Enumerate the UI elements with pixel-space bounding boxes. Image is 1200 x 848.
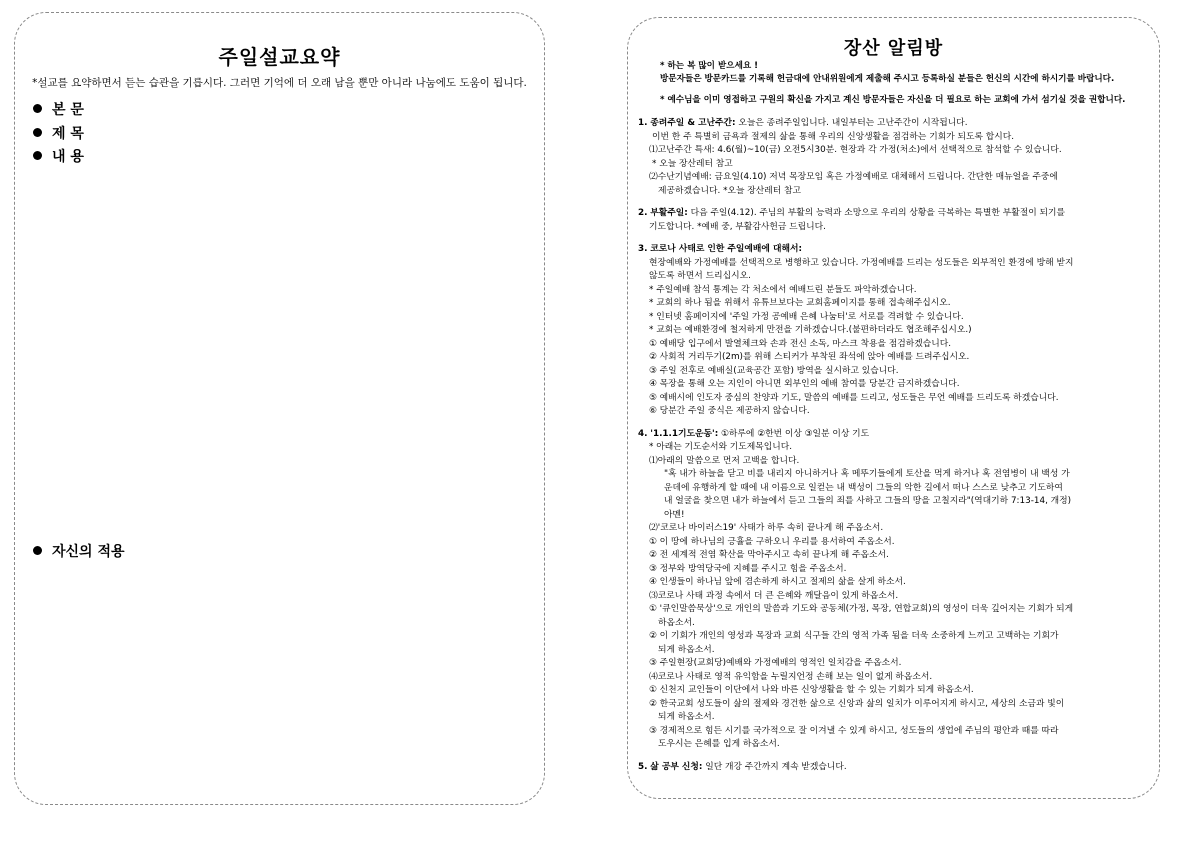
announcement-line: * 교회는 예배환경에 철저하게 만전을 기하겠습니다.(불편하더라도 협조해주십시오.) — [649, 325, 972, 335]
announcement-line: ① '큐인말씀묵상'으로 개인의 말씀과 기도와 공동체(가정, 목장, 연합교회)의 영성이 더욱 깊어지는 기회가 되게 — [649, 604, 1074, 614]
announcement-item — [638, 761, 1156, 775]
bullet-dot-icon — [33, 128, 42, 137]
announcement-line: ③ 경제적으로 힘든 시기를 국가적으로 잘 이겨낼 수 있게 하시고, 성도들의 생업에 주님의 평안과 때를 따라 — [649, 725, 1059, 736]
announcement-line: ④ 인생들이 하나님 앞에 겸손하게 하시고 절제의 삶을 살게 하소서. — [649, 577, 906, 587]
announcement-line: ⑶코로나 사태 과정 속에서 더 큰 은혜와 깨달음이 있게 하옵소서. — [649, 590, 899, 601]
announcement-line: ③ 주일 전후로 예배실(교육공간 포함) 방역을 실시하고 있습니다. — [649, 365, 899, 376]
announcement-heading-text: 다음 주일(4.12). 주님의 부활의 능력과 소망으로 우리의 상황을 극복하는 특별한 부활절이 되기를 — [687, 208, 1066, 218]
sermon-summary-instruction: *설교를 요약하면서 듣는 습관을 기릅시다. 그러면 기억에 더 오래 남을 뿐만 아니라 나눔에도 도움이 됩니다. — [32, 77, 527, 89]
announcement-line: 현장예배와 가정예배를 선택적으로 병행하고 있습니다. 가정예배를 드리는 성도들은 외부적인 환경에 방해 받지 — [649, 257, 1074, 268]
announcement-line: 않도록 하면서 드리십시오. — [649, 271, 751, 281]
bullet-application — [33, 541, 125, 561]
visitor-notice — [648, 60, 1148, 107]
announcement-line: ② 한국교회 성도들이 삶의 절제와 경건한 삶으로 신앙과 삶의 일치가 이루어지게 하시고, 세상의 소금과 빛이 — [649, 698, 1065, 709]
announcement-heading-text: 오늘은 종려주일입니다. 내일부터는 고난주간이 시작됩니다. — [735, 118, 968, 128]
announcement-item — [638, 243, 1156, 419]
bullet-label: 자신의 적용 — [52, 544, 125, 560]
bullet-label: 내 용 — [52, 149, 84, 165]
announcement-line: ④ 목장을 통해 오는 지인이 아니면 외부인의 예배 참여를 당분간 금지하겠습니다. — [649, 379, 960, 389]
announcement-title-text: 부활주일: — [650, 208, 688, 218]
notice-visitor-advice: * 예수님을 이미 영접하고 구원의 확신을 가지고 계신 방문자들은 자신을 더 필요로 하는 교회에 가서 섬기실 것을 권합니다. — [660, 95, 1126, 105]
bullet-dot-icon — [33, 104, 42, 113]
bullet-label: 본 문 — [52, 102, 84, 118]
announcement-line: ③ 주일현장(교회당)예배와 가정예배의 영적인 일치감을 주옵소서. — [649, 658, 902, 668]
announcement-line: * 아래는 기도순서와 기도제목입니다. — [649, 442, 793, 452]
announcement-line: 아멘! — [664, 509, 685, 520]
announcement-panel — [627, 17, 1160, 799]
announcement-line: ⑥ 당분간 주일 중식은 제공하지 않습니다. — [649, 406, 810, 416]
announcement-heading — [638, 243, 1156, 257]
announcement-line: 운데에 유행하게 할 때에 내 이름으로 일컫는 내 백성이 그들의 악한 길에서 떠나 스스로 낮추고 기도하여 — [664, 482, 1063, 493]
notice-greeting: * 하는 복 많이 받으세요 ! — [660, 61, 759, 71]
announcement-line: ② 전 세계적 전염 확산을 막아주시고 속히 끝나게 해 주옵소서. — [649, 550, 889, 560]
announcement-line: ③ 정부와 방역당국에 지혜를 주시고 힘을 주옵소서. — [649, 563, 847, 574]
announcement-line: ⑴아래의 말씀으로 먼저 고백을 합니다. — [649, 455, 800, 466]
announcement-title: 장산 알림방 — [843, 38, 944, 59]
bullet-content — [33, 146, 84, 166]
sermon-summary-title: 주일설교요약 — [218, 45, 341, 69]
sermon-summary-panel — [14, 12, 545, 805]
announcement-line: 되게 하옵소서. — [658, 644, 715, 655]
announcement-line: 도우시는 은혜를 입게 하옵소서. — [658, 739, 780, 749]
announcement-item — [638, 428, 1156, 752]
announcement-line: * 인터넷 홈페이지에 '주일 가정 공예배 은혜 나눔터'로 서로를 격려할 수 있습니다. — [649, 311, 964, 322]
announcement-list — [638, 117, 1156, 783]
announcement-line: 제공하겠습니다. *오늘 장산레터 참고 — [658, 185, 802, 196]
announcement-line: "혹 내가 하늘을 닫고 비를 내리지 아니하거나 혹 메뚜기들에게 토산을 먹게 하거나 혹 전염병이 내 백성 가 — [664, 469, 1070, 479]
announcement-title-text: 삶 공부 신청: — [650, 761, 703, 772]
announcement-line: * 오늘 장산레터 참고 — [652, 158, 733, 169]
announcement-line: ⑷코로나 사태로 영적 유익함을 누릴지언정 손해 보는 일이 없게 하옵소서. — [649, 671, 933, 682]
announcement-line: ⑤ 예배시에 인도자 중심의 찬양과 기도, 말씀의 예배를 드리고, 성도들은 무언 예배를 드리도록 하겠습니다. — [649, 392, 1059, 403]
announcement-number: 1. — [638, 118, 648, 128]
announcement-line: ⑴고난주간 특새: 4.6(월)~10(금) 오전5시30분. 현장과 각 가정(처소)에서 선택적으로 참석할 수 있습니다. — [649, 145, 1062, 155]
announcement-line: ⑵수난기념예배: 금요일(4.10) 저녁 목장모임 혹은 가정예배로 대체해서 드립니다. 간단한 매뉴얼을 주중에 — [649, 172, 1058, 182]
announcement-heading — [638, 117, 1156, 131]
announcement-line: ① 예배당 입구에서 발열체크와 손과 전신 소독, 마스크 착용을 점검하겠습니다. — [649, 338, 952, 349]
bullet-scripture — [33, 99, 84, 119]
announcement-number: 3. — [638, 244, 648, 254]
announcement-line: 기도합니다. *예배 중, 부활감사헌금 드립니다. — [649, 221, 826, 232]
announcement-line: * 주일예배 참석 통계는 각 처소에서 예배드린 분들도 파악하겠습니다. — [649, 284, 917, 295]
bullet-label: 제 목 — [52, 126, 84, 142]
announcement-line: ② 이 기회가 개인의 영성과 목장과 교회 식구들 간의 영적 가족 됨을 더욱 소중하게 느끼고 고백하는 기회가 — [649, 631, 1059, 641]
announcement-heading-text: ①하루에 ②한번 이상 ③일분 이상 기도 — [718, 428, 870, 439]
announcement-line: 내 얼굴을 찾으면 내가 하늘에서 듣고 그들의 죄를 사하고 그들의 땅을 고칠지라"(역대기하 7:13-14, 개정) — [664, 496, 1072, 506]
announcement-title-text: '1.1.1기도운동': — [650, 428, 719, 439]
announcement-heading-text: 일단 개강 주간까지 계속 받겠습니다. — [702, 761, 847, 772]
announcement-line: ⑵'코로나 바이러스19' 사태가 하루 속히 끝나게 해 주옵소서. — [649, 523, 884, 533]
announcement-line: ① 신천지 교인들이 이단에서 나와 바른 신앙생활을 할 수 있는 기회가 되게 하옵소서. — [649, 685, 974, 695]
notice-visitor-card: 방문자들은 방문카드를 기록해 헌금대에 안내위원에게 제출해 주시고 등록하실 분들은 헌신의 시간에 하시기를 바랍니다. — [660, 74, 1115, 84]
announcement-line: * 교회의 하나 됨을 위해서 유튜브보다는 교회홈페이지를 통해 접속해주십시오. — [649, 298, 951, 308]
announcement-line: 이번 한 주 특별히 금욕과 절제의 삶을 통해 우리의 신앙생활을 점검하는 기회가 되도록 합시다. — [652, 131, 1015, 142]
announcement-title-text: 종려주일 & 고난주간: — [650, 118, 736, 128]
announcement-title-text: 코로나 사태로 인한 주일예배에 대해서: — [650, 244, 802, 254]
announcement-item — [638, 207, 1156, 234]
bullet-dot-icon — [33, 546, 42, 555]
announcement-number: 2. — [638, 208, 648, 218]
bullet-dot-icon — [33, 151, 42, 160]
announcement-line: ② 사회적 거리두기(2m)를 위해 스티커가 부착된 좌석에 앉아 예배를 드려주십시오. — [649, 352, 970, 362]
announcement-number: 4. — [638, 428, 648, 439]
announcement-heading — [638, 761, 1156, 775]
announcement-line: 하옵소서. — [658, 617, 695, 628]
announcement-line: ① 이 땅에 하나님의 긍휼을 구하오니 우리를 용서하여 주옵소서. — [649, 536, 895, 547]
bullet-sermon-title — [33, 123, 84, 143]
announcement-number: 5. — [638, 761, 648, 772]
announcement-heading — [638, 207, 1156, 221]
announcement-line: 되게 하옵소서. — [658, 712, 715, 722]
announcement-heading — [638, 428, 1156, 442]
announcement-item — [638, 117, 1156, 198]
